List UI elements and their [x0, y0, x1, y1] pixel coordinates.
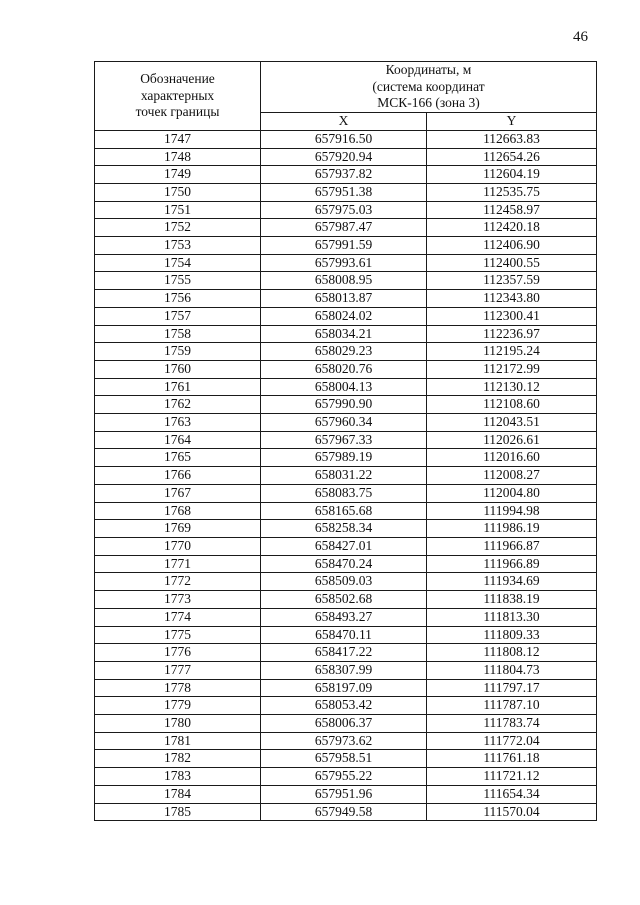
table-row — [95, 166, 597, 184]
table-row — [95, 201, 597, 219]
cell-point-id: 1758 — [95, 325, 261, 343]
table-row — [95, 396, 597, 414]
cell-x: 658509.03 — [261, 573, 427, 591]
table-row — [95, 591, 597, 609]
cell-point-id: 1756 — [95, 290, 261, 308]
cell-x: 658031.22 — [261, 467, 427, 485]
cell-x: 658165.68 — [261, 502, 427, 520]
cell-x: 658083.75 — [261, 484, 427, 502]
table-row — [95, 484, 597, 502]
header-row-top — [95, 62, 597, 113]
cell-y: 112108.60 — [427, 396, 597, 414]
header-coordinates — [261, 62, 597, 113]
cell-y: 111787.10 — [427, 697, 597, 715]
cell-point-id: 1759 — [95, 343, 261, 361]
header-y: Y — [427, 113, 597, 131]
cell-point-id: 1761 — [95, 378, 261, 396]
cell-point-id: 1767 — [95, 484, 261, 502]
table-row — [95, 378, 597, 396]
cell-x: 658197.09 — [261, 679, 427, 697]
cell-y: 111966.89 — [427, 555, 597, 573]
cell-y: 112195.24 — [427, 343, 597, 361]
cell-x: 657975.03 — [261, 201, 427, 219]
cell-y: 111809.33 — [427, 626, 597, 644]
cell-point-id: 1783 — [95, 768, 261, 786]
cell-y: 112458.97 — [427, 201, 597, 219]
cell-x: 657951.96 — [261, 785, 427, 803]
cell-point-id: 1785 — [95, 803, 261, 821]
cell-point-id: 1764 — [95, 431, 261, 449]
header-coords-line-1: Координаты, м — [385, 62, 472, 77]
cell-y: 112026.61 — [427, 431, 597, 449]
cell-point-id: 1774 — [95, 608, 261, 626]
cell-x: 657951.38 — [261, 183, 427, 201]
cell-y: 111797.17 — [427, 679, 597, 697]
cell-point-id: 1749 — [95, 166, 261, 184]
cell-y: 111808.12 — [427, 644, 597, 662]
cell-x: 658008.95 — [261, 272, 427, 290]
cell-x: 657955.22 — [261, 768, 427, 786]
cell-point-id: 1773 — [95, 591, 261, 609]
cell-point-id: 1782 — [95, 750, 261, 768]
cell-y: 111804.73 — [427, 661, 597, 679]
cell-x: 657937.82 — [261, 166, 427, 184]
table-row — [95, 148, 597, 166]
cell-x: 658053.42 — [261, 697, 427, 715]
cell-x: 657958.51 — [261, 750, 427, 768]
cell-x: 658427.01 — [261, 537, 427, 555]
cell-y: 112663.83 — [427, 130, 597, 148]
header-point-line-1: Обозначение — [140, 70, 215, 86]
table-row — [95, 785, 597, 803]
cell-point-id: 1751 — [95, 201, 261, 219]
header-point-line-2: характерных — [140, 87, 215, 103]
cell-y: 112400.55 — [427, 254, 597, 272]
cell-x: 658013.87 — [261, 290, 427, 308]
cell-point-id: 1754 — [95, 254, 261, 272]
table-row — [95, 608, 597, 626]
table-row — [95, 750, 597, 768]
cell-y: 111761.18 — [427, 750, 597, 768]
table-header — [95, 62, 597, 131]
cell-y: 112343.80 — [427, 290, 597, 308]
table-row — [95, 626, 597, 644]
cell-y: 111994.98 — [427, 502, 597, 520]
cell-point-id: 1771 — [95, 555, 261, 573]
cell-x: 658004.13 — [261, 378, 427, 396]
header-coords-line-2: (система координат — [372, 78, 485, 94]
table-row — [95, 254, 597, 272]
table-row — [95, 467, 597, 485]
cell-x: 658470.24 — [261, 555, 427, 573]
cell-point-id: 1776 — [95, 644, 261, 662]
cell-y: 112130.12 — [427, 378, 597, 396]
table-row — [95, 555, 597, 573]
cell-y: 112604.19 — [427, 166, 597, 184]
cell-point-id: 1775 — [95, 626, 261, 644]
table-row — [95, 573, 597, 591]
cell-point-id: 1747 — [95, 130, 261, 148]
cell-point-id: 1752 — [95, 219, 261, 237]
cell-x: 657993.61 — [261, 254, 427, 272]
cell-point-id: 1779 — [95, 697, 261, 715]
cell-point-id: 1763 — [95, 414, 261, 432]
cell-x: 658024.02 — [261, 307, 427, 325]
cell-y: 111772.04 — [427, 732, 597, 750]
table-row — [95, 272, 597, 290]
header-point-line-3: точек границы — [135, 104, 220, 120]
cell-x: 658020.76 — [261, 360, 427, 378]
table-row — [95, 307, 597, 325]
header-coords-line-3: МСК-166 (зона 3) — [377, 95, 480, 111]
cell-y: 112654.26 — [427, 148, 597, 166]
page-number: 46 — [573, 29, 588, 45]
cell-x: 658029.23 — [261, 343, 427, 361]
cell-y: 111813.30 — [427, 608, 597, 626]
cell-y: 111838.19 — [427, 591, 597, 609]
cell-y: 111783.74 — [427, 715, 597, 733]
table-row — [95, 431, 597, 449]
cell-point-id: 1766 — [95, 467, 261, 485]
cell-y: 112357.59 — [427, 272, 597, 290]
cell-point-id: 1748 — [95, 148, 261, 166]
table-row — [95, 537, 597, 555]
cell-y: 111721.12 — [427, 768, 597, 786]
cell-y: 111570.04 — [427, 803, 597, 821]
cell-x: 658034.21 — [261, 325, 427, 343]
cell-x: 658502.68 — [261, 591, 427, 609]
table-row — [95, 325, 597, 343]
cell-point-id: 1778 — [95, 679, 261, 697]
cell-point-id: 1768 — [95, 502, 261, 520]
table-row — [95, 732, 597, 750]
cell-y: 112420.18 — [427, 219, 597, 237]
cell-y: 112016.60 — [427, 449, 597, 467]
cell-x: 657987.47 — [261, 219, 427, 237]
cell-x: 657916.50 — [261, 130, 427, 148]
cell-point-id: 1755 — [95, 272, 261, 290]
cell-y: 111654.34 — [427, 785, 597, 803]
table-row — [95, 644, 597, 662]
cell-x: 658470.11 — [261, 626, 427, 644]
table-row — [95, 449, 597, 467]
cell-y: 112008.27 — [427, 467, 597, 485]
table-row — [95, 661, 597, 679]
cell-x: 657920.94 — [261, 148, 427, 166]
table-row — [95, 502, 597, 520]
cell-point-id: 1770 — [95, 537, 261, 555]
table-row — [95, 183, 597, 201]
cell-x: 658258.34 — [261, 520, 427, 538]
cell-x: 657949.58 — [261, 803, 427, 821]
header-point-designation — [95, 62, 261, 131]
table-row — [95, 697, 597, 715]
cell-y: 111986.19 — [427, 520, 597, 538]
cell-point-id: 1757 — [95, 307, 261, 325]
cell-y: 112172.99 — [427, 360, 597, 378]
cell-point-id: 1772 — [95, 573, 261, 591]
cell-point-id: 1784 — [95, 785, 261, 803]
cell-y: 112236.97 — [427, 325, 597, 343]
cell-x: 658006.37 — [261, 715, 427, 733]
cell-point-id: 1765 — [95, 449, 261, 467]
cell-y: 112004.80 — [427, 484, 597, 502]
table-row — [95, 803, 597, 821]
cell-x: 657990.90 — [261, 396, 427, 414]
table-row — [95, 520, 597, 538]
table-row — [95, 679, 597, 697]
cell-y: 112300.41 — [427, 307, 597, 325]
table-row — [95, 219, 597, 237]
table-row — [95, 360, 597, 378]
table-row — [95, 130, 597, 148]
cell-y: 111934.69 — [427, 573, 597, 591]
cell-x: 657989.19 — [261, 449, 427, 467]
cell-point-id: 1760 — [95, 360, 261, 378]
table-row — [95, 237, 597, 255]
table-row — [95, 715, 597, 733]
cell-point-id: 1780 — [95, 715, 261, 733]
cell-y: 112406.90 — [427, 237, 597, 255]
cell-point-id: 1777 — [95, 661, 261, 679]
table-row — [95, 343, 597, 361]
cell-x: 658417.22 — [261, 644, 427, 662]
header-x: X — [261, 113, 427, 131]
cell-point-id: 1769 — [95, 520, 261, 538]
table-body — [95, 130, 597, 820]
cell-x: 657991.59 — [261, 237, 427, 255]
coordinates-table — [94, 61, 597, 821]
cell-point-id: 1762 — [95, 396, 261, 414]
cell-x: 657967.33 — [261, 431, 427, 449]
cell-y: 112043.51 — [427, 414, 597, 432]
table-row — [95, 768, 597, 786]
cell-x: 658493.27 — [261, 608, 427, 626]
cell-point-id: 1781 — [95, 732, 261, 750]
cell-y: 112535.75 — [427, 183, 597, 201]
cell-point-id: 1750 — [95, 183, 261, 201]
table-row — [95, 290, 597, 308]
table-row — [95, 414, 597, 432]
cell-point-id: 1753 — [95, 237, 261, 255]
cell-y: 111966.87 — [427, 537, 597, 555]
cell-x: 657960.34 — [261, 414, 427, 432]
cell-x: 658307.99 — [261, 661, 427, 679]
cell-x: 657973.62 — [261, 732, 427, 750]
